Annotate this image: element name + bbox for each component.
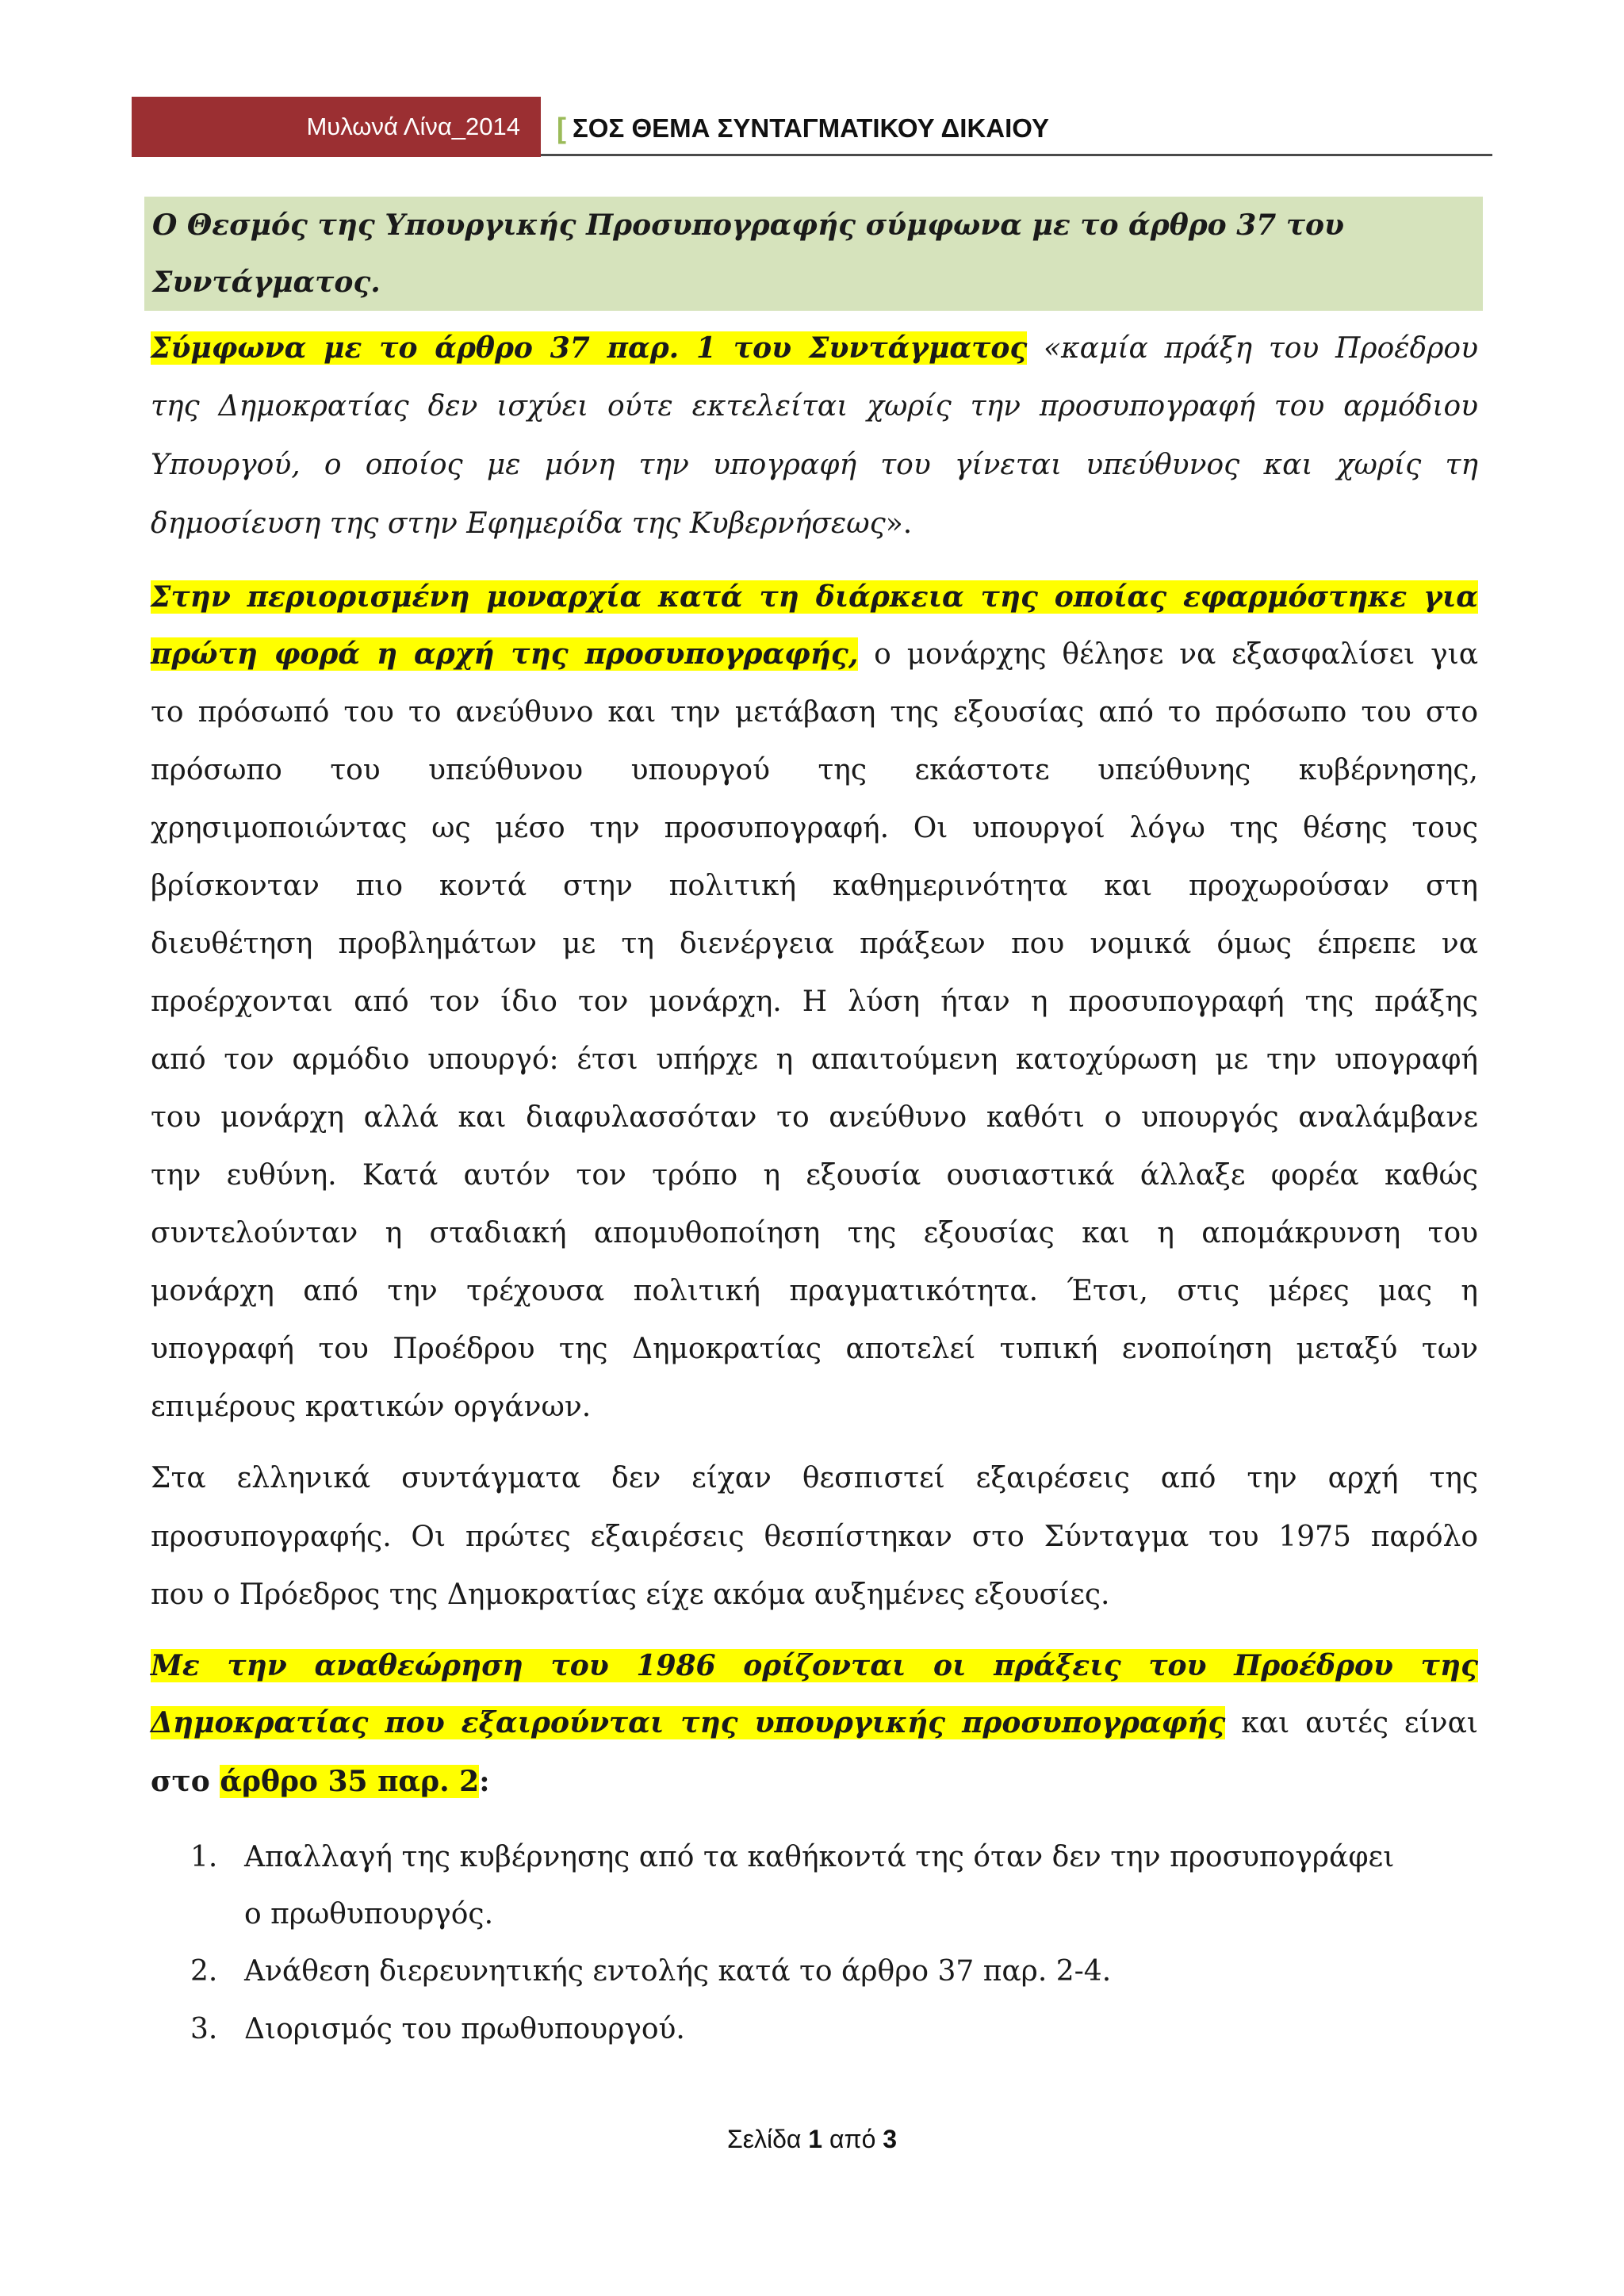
header-title: ΣΟΣ ΘΕΜΑ ΣΥΝΤΑΓΜΑΤΙΚΟΥ ΔΙΚΑΙΟΥ [573, 113, 1050, 143]
document-title-line-1: Ο Θεσμός της Υπουργικής Προσυπογραφής σύμφωνα με το άρθρο 37 του [152, 209, 1345, 242]
paragraph-2-line-1 [151, 577, 1478, 617]
paragraph-4-line-1 [151, 1646, 1478, 1686]
page-footer [0, 2125, 1624, 2154]
paragraph-2-line-14: υπογραφή του Προέδρου της Δημοκρατίας αποτελεί τυπική ενοποίηση μεταξύ των [151, 1333, 1478, 1365]
paragraph-1-quote-end: δημοσίευση της στην Εφημερίδα της Κυβερνήσεως [151, 507, 886, 540]
list-item-number: 1. [190, 1841, 218, 1873]
list-item-text: Ανάθεση διερευνητικής εντολής κατά το άρθρο 37 παρ. 2-4. [244, 1955, 1112, 1988]
paragraph-4-highlight-2: Δημοκρατίας που εξαιρούνται της υπουργικής προσυπογραφής [151, 1706, 1226, 1739]
paragraph-2-line-6: βρίσκονταν πιο κοντά στην πολιτική καθημερινότητα και προχωρούσαν στη [151, 870, 1478, 902]
footer-total-pages: 3 [883, 2125, 898, 2153]
paragraph-3-line-2: προσυπογραφής. Οι πρώτες εξαιρέσεις θεσπίστηκαν στο Σύνταγμα του 1975 παρόλο [151, 1521, 1478, 1553]
paragraph-2-line-5: χρησιμοποιώντας ως μέσο την προσυπογραφή. Οι υπουργοί λόγω της θέσης τους [151, 812, 1478, 844]
paragraph-2-line-8: προέρχονται από τον ίδιο τον μονάρχη. Η λύση ήταν η προσυπογραφή της πράξης [151, 985, 1478, 1018]
list-item-number: 3. [190, 2013, 218, 2045]
paragraph-2-line-3: το πρόσωπό του το ανεύθυνο και την μετάβαση της εξουσίας από το πρόσωπο του στο [151, 696, 1478, 729]
paragraph-4-article-ref: άρθρο 35 παρ. 2 [220, 1765, 480, 1798]
paragraph-3-line-3: που ο Πρόεδρος της Δημοκρατίας είχε ακόμα αυξημένες εξουσίες. [151, 1578, 1110, 1611]
paragraph-1-line-2: της Δημοκρατίας δεν ισχύει ούτε εκτελείται χωρίς την προσυπογραφή του αρμόδιου [151, 390, 1478, 423]
paragraph-2-line-2-rest: ο μονάρχης θέλησε να εξασφαλίσει για [858, 638, 1479, 671]
paragraph-4-highlight-1: Με την αναθεώρηση του 1986 ορίζονται οι πράξεις του Προέδρου της [151, 1649, 1478, 1682]
paragraph-1-highlight: Σύμφωνα με το άρθρο 37 παρ. 1 του Συντάγματος [151, 331, 1028, 365]
paragraph-3-line-1: Στα ελληνικά συντάγματα δεν είχαν θεσπιστεί εξαιρέσεις από την αρχή της [151, 1462, 1478, 1494]
paragraph-2-line-4: πρόσωπο του υπεύθυνου υπουργού της εκάστοτε υπεύθυνης κυβέρνησης, [151, 754, 1478, 786]
header-author: Μυλωνά Λίνα_2014 [132, 97, 541, 157]
footer-middle: από [822, 2125, 883, 2153]
paragraph-2-line-15: επιμέρους κρατικών οργάνων. [151, 1391, 592, 1423]
paragraph-1-line-1 [151, 328, 1478, 368]
list-item-continuation [190, 1895, 1478, 1934]
list-item [190, 2010, 1478, 2049]
paragraph-4-colon: : [479, 1765, 490, 1798]
header-divider [541, 154, 1492, 156]
paragraph-1-line-4 [151, 504, 1478, 544]
list-item-text: Διορισμός του πρωθυπουργού. [244, 2013, 685, 2045]
footer-page-number: 1 [808, 2125, 823, 2153]
paragraph-2-highlight-2: πρώτη φορά η αρχή της προσυπογραφής, [151, 637, 859, 671]
list-item-number: 2. [190, 1955, 218, 1988]
list-item [190, 1838, 1478, 1877]
paragraph-4-line-2-rest: και αυτές είναι [1225, 1707, 1478, 1739]
paragraph-4-line-3 [151, 1762, 1478, 1801]
paragraph-2-line-9: από τον αρμόδιο υπουργό: έτσι υπήρχε η απαιτούμενη κατοχύρωση με την υπογραφή [151, 1043, 1478, 1076]
paragraph-2-highlight-1: Στην περιορισμένη μοναρχία κατά τη διάρκεια της οποίας εφαρμόστηκε για [151, 580, 1478, 614]
list-item [190, 1952, 1478, 1992]
header-bracket: [ [557, 112, 566, 144]
paragraph-2-line-10: του μονάρχη αλλά και διαφυλασσόταν το ανεύθυνο καθότι ο υπουργός αναλάμβανε [151, 1101, 1478, 1134]
paragraph-2-line-12: συντελούνταν η σταδιακή απομυθοποίηση της εξουσίας και η απομάκρυνση του [151, 1217, 1478, 1249]
paragraph-2-line-7: διευθέτηση προβλημάτων με τη διενέργεια πράξεων που νομικά όμως έπρεπε να [151, 928, 1478, 960]
paragraph-1-line-3: Υπουργού, ο οποίος με μόνη την υπογραφή του γίνεται υπεύθυνος και χωρίς τη [151, 449, 1478, 481]
paragraph-4-line-2 [151, 1703, 1478, 1743]
page-header [132, 97, 1492, 157]
paragraph-1-quote-start: «καμία πράξη του Προέδρου [1027, 332, 1478, 365]
footer-prefix: Σελίδα [726, 2125, 809, 2153]
paragraph-1-close-quote: ». [885, 507, 913, 540]
paragraph-2-line-2 [151, 634, 1478, 674]
list-item-text: Απαλλαγή της κυβέρνησης από τα καθήκοντά της όταν δεν την προσυπογράφει [244, 1841, 1395, 1873]
paragraph-4-bold: στο [151, 1765, 220, 1798]
paragraph-2-line-11: την ευθύνη. Κατά αυτόν τον τρόπο η εξουσία ουσιαστικά άλλαξε φορέα καθώς [151, 1159, 1478, 1192]
paragraph-2-line-13: μονάρχη από την τρέχουσα πολιτική πραγματικότητα. Έτσι, στις μέρες μας η [151, 1275, 1478, 1307]
list-item-text: ο πρωθυπουργός. [244, 1898, 494, 1931]
document-title-line-2: Συντάγματος. [152, 266, 381, 299]
document-title-box [144, 197, 1483, 311]
